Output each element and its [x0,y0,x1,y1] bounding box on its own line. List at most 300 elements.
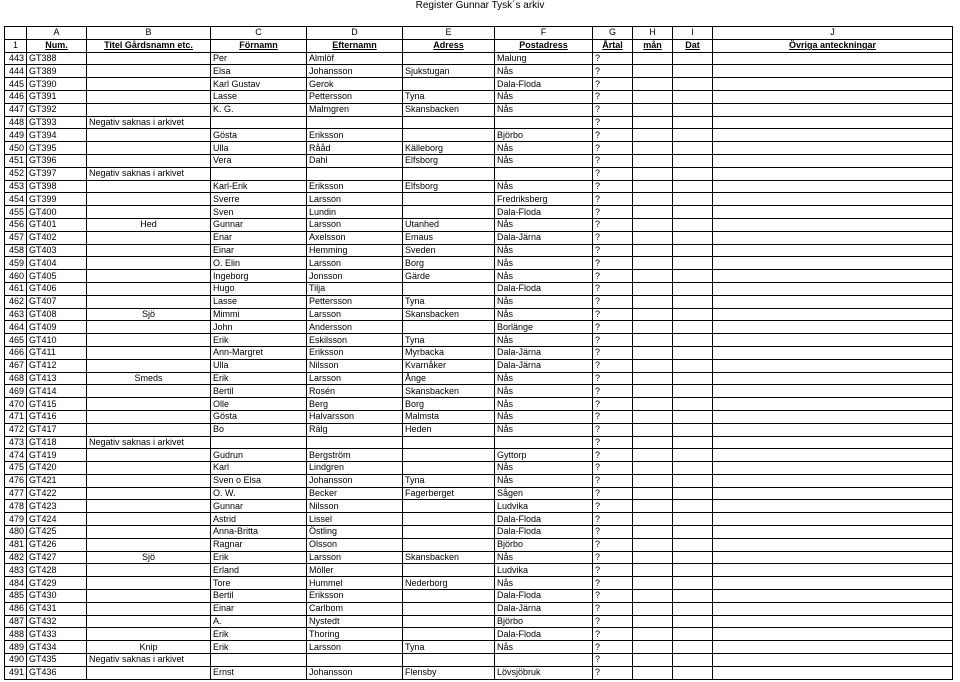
postaddress-cell[interactable] [495,436,593,449]
lastname-cell[interactable] [307,654,403,667]
postaddress-cell[interactable]: Malung [495,52,593,65]
address-cell[interactable]: Flensby [403,666,495,679]
row-number[interactable]: 475 [5,462,27,475]
notes-cell[interactable] [713,142,953,155]
title-cell[interactable] [87,334,211,347]
firstname-cell[interactable]: Einar [211,602,307,615]
month-cell[interactable] [633,359,673,372]
month-cell[interactable] [633,257,673,270]
postaddress-cell[interactable]: Nås [495,462,593,475]
num-cell[interactable]: GT414 [27,385,87,398]
lastname-cell[interactable]: Rååd [307,142,403,155]
postaddress-cell[interactable]: Dala-Järna [495,359,593,372]
year-cell[interactable]: ? [593,257,633,270]
title-cell[interactable] [87,142,211,155]
date-cell[interactable] [673,193,713,206]
lastname-cell[interactable]: Larsson [307,372,403,385]
date-cell[interactable] [673,346,713,359]
address-cell[interactable] [403,564,495,577]
firstname-cell[interactable]: Erik [211,628,307,641]
lastname-cell[interactable]: Dahl [307,154,403,167]
month-cell[interactable] [633,641,673,654]
lastname-cell[interactable]: Rosén [307,385,403,398]
month-cell[interactable] [633,526,673,539]
firstname-cell[interactable]: Vera [211,154,307,167]
address-cell[interactable]: Myrbacka [403,346,495,359]
postaddress-cell[interactable]: Lövsjöbruk [495,666,593,679]
address-cell[interactable] [403,602,495,615]
month-cell[interactable] [633,231,673,244]
month-cell[interactable] [633,321,673,334]
year-cell[interactable]: ? [593,346,633,359]
lastname-cell[interactable]: Eriksson [307,129,403,142]
date-cell[interactable] [673,513,713,526]
row-number[interactable]: 452 [5,167,27,180]
num-cell[interactable]: GT429 [27,577,87,590]
notes-cell[interactable] [713,385,953,398]
address-cell[interactable] [403,628,495,641]
address-cell[interactable] [403,206,495,219]
num-cell[interactable]: GT408 [27,308,87,321]
lastname-cell[interactable]: Eriksson [307,180,403,193]
postaddress-cell[interactable]: Björbo [495,615,593,628]
notes-cell[interactable] [713,206,953,219]
month-cell[interactable] [633,206,673,219]
firstname-cell[interactable]: Gösta [211,410,307,423]
lastname-cell[interactable]: Olsson [307,538,403,551]
firstname-cell[interactable]: Ernst [211,666,307,679]
notes-cell[interactable] [713,654,953,667]
num-cell[interactable]: GT393 [27,116,87,129]
firstname-cell[interactable]: O. W. [211,487,307,500]
month-cell[interactable] [633,449,673,462]
month-cell[interactable] [633,602,673,615]
row-number[interactable]: 461 [5,282,27,295]
date-cell[interactable] [673,257,713,270]
notes-cell[interactable] [713,270,953,283]
date-cell[interactable] [673,474,713,487]
title-cell[interactable] [87,129,211,142]
num-cell[interactable]: GT432 [27,615,87,628]
notes-cell[interactable] [713,359,953,372]
num-cell[interactable]: GT400 [27,206,87,219]
lastname-cell[interactable]: Pettersson [307,295,403,308]
address-cell[interactable]: Tyna [403,90,495,103]
num-cell[interactable]: GT435 [27,654,87,667]
num-cell[interactable]: GT402 [27,231,87,244]
firstname-cell[interactable]: Mimmi [211,308,307,321]
lastname-cell[interactable]: Becker [307,487,403,500]
address-cell[interactable] [403,538,495,551]
title-cell[interactable] [87,474,211,487]
date-cell[interactable] [673,462,713,475]
postaddress-cell[interactable]: Dala-Floda [495,206,593,219]
row-number[interactable]: 485 [5,590,27,603]
num-cell[interactable]: GT425 [27,526,87,539]
num-cell[interactable]: GT424 [27,513,87,526]
title-cell[interactable]: Knip [87,641,211,654]
month-cell[interactable] [633,154,673,167]
notes-cell[interactable] [713,410,953,423]
year-cell[interactable]: ? [593,551,633,564]
num-cell[interactable]: GT395 [27,142,87,155]
postaddress-cell[interactable]: Björbo [495,538,593,551]
address-cell[interactable]: Elfsborg [403,154,495,167]
address-cell[interactable]: Skansbacken [403,308,495,321]
field-header[interactable]: mån [633,39,673,52]
title-cell[interactable] [87,577,211,590]
row-number[interactable]: 458 [5,244,27,257]
lastname-cell[interactable]: Hummel [307,577,403,590]
lastname-cell[interactable]: Tilja [307,282,403,295]
notes-cell[interactable] [713,257,953,270]
column-letter[interactable]: G [593,27,633,40]
field-header[interactable]: Efternamn [307,39,403,52]
year-cell[interactable]: ? [593,462,633,475]
address-cell[interactable]: Tyna [403,295,495,308]
num-cell[interactable]: GT422 [27,487,87,500]
firstname-cell[interactable]: Enar [211,231,307,244]
year-cell[interactable]: ? [593,641,633,654]
month-cell[interactable] [633,398,673,411]
notes-cell[interactable] [713,167,953,180]
lastname-cell[interactable]: Halvarsson [307,410,403,423]
num-cell[interactable]: GT418 [27,436,87,449]
postaddress-cell[interactable]: Nås [495,551,593,564]
row-number[interactable]: 464 [5,321,27,334]
notes-cell[interactable] [713,449,953,462]
field-header[interactable]: Förnamn [211,39,307,52]
lastname-cell[interactable]: Larsson [307,308,403,321]
row-number[interactable]: 482 [5,551,27,564]
notes-cell[interactable] [713,526,953,539]
lastname-cell[interactable]: Bergström [307,449,403,462]
year-cell[interactable]: ? [593,654,633,667]
address-cell[interactable]: Källeborg [403,142,495,155]
title-cell[interactable]: Sjö [87,551,211,564]
year-cell[interactable]: ? [593,295,633,308]
month-cell[interactable] [633,282,673,295]
notes-cell[interactable] [713,295,953,308]
year-cell[interactable]: ? [593,602,633,615]
month-cell[interactable] [633,65,673,78]
title-cell[interactable] [87,78,211,91]
month-cell[interactable] [633,474,673,487]
month-cell[interactable] [633,193,673,206]
num-cell[interactable]: GT410 [27,334,87,347]
address-cell[interactable]: Sveden [403,244,495,257]
postaddress-cell[interactable]: Nås [495,372,593,385]
title-cell[interactable]: Negativ saknas i arkivet [87,167,211,180]
year-cell[interactable]: ? [593,628,633,641]
title-cell[interactable] [87,103,211,116]
date-cell[interactable] [673,167,713,180]
lastname-cell[interactable]: Larsson [307,641,403,654]
date-cell[interactable] [673,577,713,590]
year-cell[interactable]: ? [593,180,633,193]
date-cell[interactable] [673,282,713,295]
title-cell[interactable] [87,666,211,679]
row-number[interactable]: 1 [5,39,27,52]
month-cell[interactable] [633,487,673,500]
lastname-cell[interactable]: Thoring [307,628,403,641]
title-cell[interactable] [87,282,211,295]
num-cell[interactable]: GT411 [27,346,87,359]
num-cell[interactable]: GT399 [27,193,87,206]
firstname-cell[interactable]: Ingeborg [211,270,307,283]
firstname-cell[interactable]: Erik [211,372,307,385]
num-cell[interactable]: GT433 [27,628,87,641]
title-cell[interactable] [87,628,211,641]
num-cell[interactable]: GT430 [27,590,87,603]
num-cell[interactable]: GT412 [27,359,87,372]
address-cell[interactable]: Fagerberget [403,487,495,500]
firstname-cell[interactable] [211,116,307,129]
postaddress-cell[interactable]: Dala-Floda [495,513,593,526]
row-number[interactable]: 483 [5,564,27,577]
postaddress-cell[interactable]: Ludvika [495,500,593,513]
date-cell[interactable] [673,52,713,65]
num-cell[interactable]: GT434 [27,641,87,654]
year-cell[interactable]: ? [593,282,633,295]
month-cell[interactable] [633,142,673,155]
notes-cell[interactable] [713,282,953,295]
month-cell[interactable] [633,52,673,65]
firstname-cell[interactable]: Bertil [211,385,307,398]
address-cell[interactable]: Borg [403,257,495,270]
title-cell[interactable] [87,90,211,103]
num-cell[interactable]: GT398 [27,180,87,193]
lastname-cell[interactable]: Larsson [307,218,403,231]
lastname-cell[interactable]: Larsson [307,257,403,270]
month-cell[interactable] [633,436,673,449]
date-cell[interactable] [673,359,713,372]
month-cell[interactable] [633,577,673,590]
year-cell[interactable]: ? [593,487,633,500]
address-cell[interactable] [403,129,495,142]
num-cell[interactable]: GT396 [27,154,87,167]
num-cell[interactable]: GT391 [27,90,87,103]
title-cell[interactable] [87,526,211,539]
firstname-cell[interactable] [211,167,307,180]
month-cell[interactable] [633,244,673,257]
month-cell[interactable] [633,116,673,129]
title-cell[interactable] [87,270,211,283]
column-letter[interactable]: C [211,27,307,40]
row-number[interactable]: 478 [5,500,27,513]
date-cell[interactable] [673,154,713,167]
row-number[interactable]: 454 [5,193,27,206]
postaddress-cell[interactable]: Dala-Järna [495,231,593,244]
row-number[interactable]: 443 [5,52,27,65]
address-cell[interactable]: Nederborg [403,577,495,590]
row-number[interactable]: 456 [5,218,27,231]
date-cell[interactable] [673,500,713,513]
postaddress-cell[interactable]: Nås [495,385,593,398]
firstname-cell[interactable]: Gudrun [211,449,307,462]
year-cell[interactable]: ? [593,538,633,551]
lastname-cell[interactable] [307,116,403,129]
firstname-cell[interactable]: O. Elin [211,257,307,270]
month-cell[interactable] [633,129,673,142]
year-cell[interactable]: ? [593,244,633,257]
notes-cell[interactable] [713,180,953,193]
month-cell[interactable] [633,628,673,641]
notes-cell[interactable] [713,462,953,475]
lastname-cell[interactable]: Hemming [307,244,403,257]
firstname-cell[interactable]: Anna-Britta [211,526,307,539]
notes-cell[interactable] [713,244,953,257]
year-cell[interactable]: ? [593,334,633,347]
field-header[interactable]: Adress [403,39,495,52]
notes-cell[interactable] [713,334,953,347]
address-cell[interactable]: Tyna [403,334,495,347]
address-cell[interactable]: Skansbacken [403,385,495,398]
row-number[interactable]: 489 [5,641,27,654]
field-header[interactable]: Titel Gårdsnamn etc. [87,39,211,52]
title-cell[interactable]: Sjö [87,308,211,321]
year-cell[interactable]: ? [593,65,633,78]
address-cell[interactable] [403,193,495,206]
title-cell[interactable]: Negativ saknas i arkivet [87,654,211,667]
postaddress-cell[interactable]: Nås [495,103,593,116]
month-cell[interactable] [633,218,673,231]
notes-cell[interactable] [713,154,953,167]
postaddress-cell[interactable]: Dala-Floda [495,590,593,603]
row-number[interactable]: 453 [5,180,27,193]
field-header[interactable]: Övriga anteckningar [713,39,953,52]
notes-cell[interactable] [713,500,953,513]
date-cell[interactable] [673,564,713,577]
lastname-cell[interactable]: Malmgren [307,103,403,116]
postaddress-cell[interactable]: Nås [495,474,593,487]
lastname-cell[interactable]: Jonsson [307,270,403,283]
year-cell[interactable]: ? [593,436,633,449]
postaddress-cell[interactable]: Nås [495,90,593,103]
postaddress-cell[interactable]: Dala-Floda [495,526,593,539]
firstname-cell[interactable]: Erik [211,334,307,347]
firstname-cell[interactable]: Ann-Margret [211,346,307,359]
year-cell[interactable]: ? [593,590,633,603]
num-cell[interactable]: GT431 [27,602,87,615]
month-cell[interactable] [633,78,673,91]
firstname-cell[interactable]: Tore [211,577,307,590]
date-cell[interactable] [673,666,713,679]
date-cell[interactable] [673,321,713,334]
notes-cell[interactable] [713,231,953,244]
row-number[interactable]: 450 [5,142,27,155]
num-cell[interactable]: GT421 [27,474,87,487]
title-cell[interactable] [87,590,211,603]
month-cell[interactable] [633,564,673,577]
postaddress-cell[interactable]: Borlänge [495,321,593,334]
row-number[interactable]: 449 [5,129,27,142]
month-cell[interactable] [633,308,673,321]
num-cell[interactable]: GT436 [27,666,87,679]
year-cell[interactable]: ? [593,193,633,206]
postaddress-cell[interactable]: Björbo [495,129,593,142]
row-number[interactable]: 469 [5,385,27,398]
lastname-cell[interactable]: Lindgren [307,462,403,475]
date-cell[interactable] [673,538,713,551]
month-cell[interactable] [633,167,673,180]
month-cell[interactable] [633,590,673,603]
date-cell[interactable] [673,334,713,347]
title-cell[interactable] [87,487,211,500]
year-cell[interactable]: ? [593,154,633,167]
date-cell[interactable] [673,615,713,628]
title-cell[interactable] [87,52,211,65]
address-cell[interactable] [403,167,495,180]
notes-cell[interactable] [713,538,953,551]
date-cell[interactable] [673,526,713,539]
firstname-cell[interactable]: Erik [211,641,307,654]
address-cell[interactable] [403,78,495,91]
notes-cell[interactable] [713,346,953,359]
lastname-cell[interactable] [307,436,403,449]
row-number[interactable]: 484 [5,577,27,590]
notes-cell[interactable] [713,487,953,500]
notes-cell[interactable] [713,628,953,641]
title-cell[interactable] [87,346,211,359]
num-cell[interactable]: GT390 [27,78,87,91]
firstname-cell[interactable]: Bo [211,423,307,436]
address-cell[interactable] [403,500,495,513]
num-cell[interactable]: GT415 [27,398,87,411]
notes-cell[interactable] [713,474,953,487]
notes-cell[interactable] [713,602,953,615]
lastname-cell[interactable]: Eriksson [307,346,403,359]
title-cell[interactable] [87,321,211,334]
notes-cell[interactable] [713,218,953,231]
month-cell[interactable] [633,513,673,526]
row-number[interactable]: 491 [5,666,27,679]
firstname-cell[interactable]: Sverre [211,193,307,206]
date-cell[interactable] [673,551,713,564]
column-letter[interactable]: D [307,27,403,40]
date-cell[interactable] [673,78,713,91]
year-cell[interactable]: ? [593,359,633,372]
title-cell[interactable] [87,513,211,526]
lastname-cell[interactable] [307,167,403,180]
title-cell[interactable] [87,500,211,513]
title-cell[interactable] [87,244,211,257]
date-cell[interactable] [673,487,713,500]
firstname-cell[interactable]: K. G. [211,103,307,116]
year-cell[interactable]: ? [593,129,633,142]
date-cell[interactable] [673,295,713,308]
year-cell[interactable]: ? [593,321,633,334]
title-cell[interactable]: Hed [87,218,211,231]
year-cell[interactable]: ? [593,385,633,398]
month-cell[interactable] [633,551,673,564]
postaddress-cell[interactable]: Ludvika [495,564,593,577]
lastname-cell[interactable]: Johansson [307,666,403,679]
title-cell[interactable] [87,564,211,577]
postaddress-cell[interactable]: Nås [495,270,593,283]
firstname-cell[interactable]: Karl-Erik [211,180,307,193]
num-cell[interactable]: GT403 [27,244,87,257]
lastname-cell[interactable]: Johansson [307,474,403,487]
month-cell[interactable] [633,372,673,385]
num-cell[interactable]: GT426 [27,538,87,551]
date-cell[interactable] [673,116,713,129]
field-header[interactable]: Num. [27,39,87,52]
year-cell[interactable]: ? [593,410,633,423]
month-cell[interactable] [633,346,673,359]
title-cell[interactable] [87,385,211,398]
num-cell[interactable]: GT389 [27,65,87,78]
